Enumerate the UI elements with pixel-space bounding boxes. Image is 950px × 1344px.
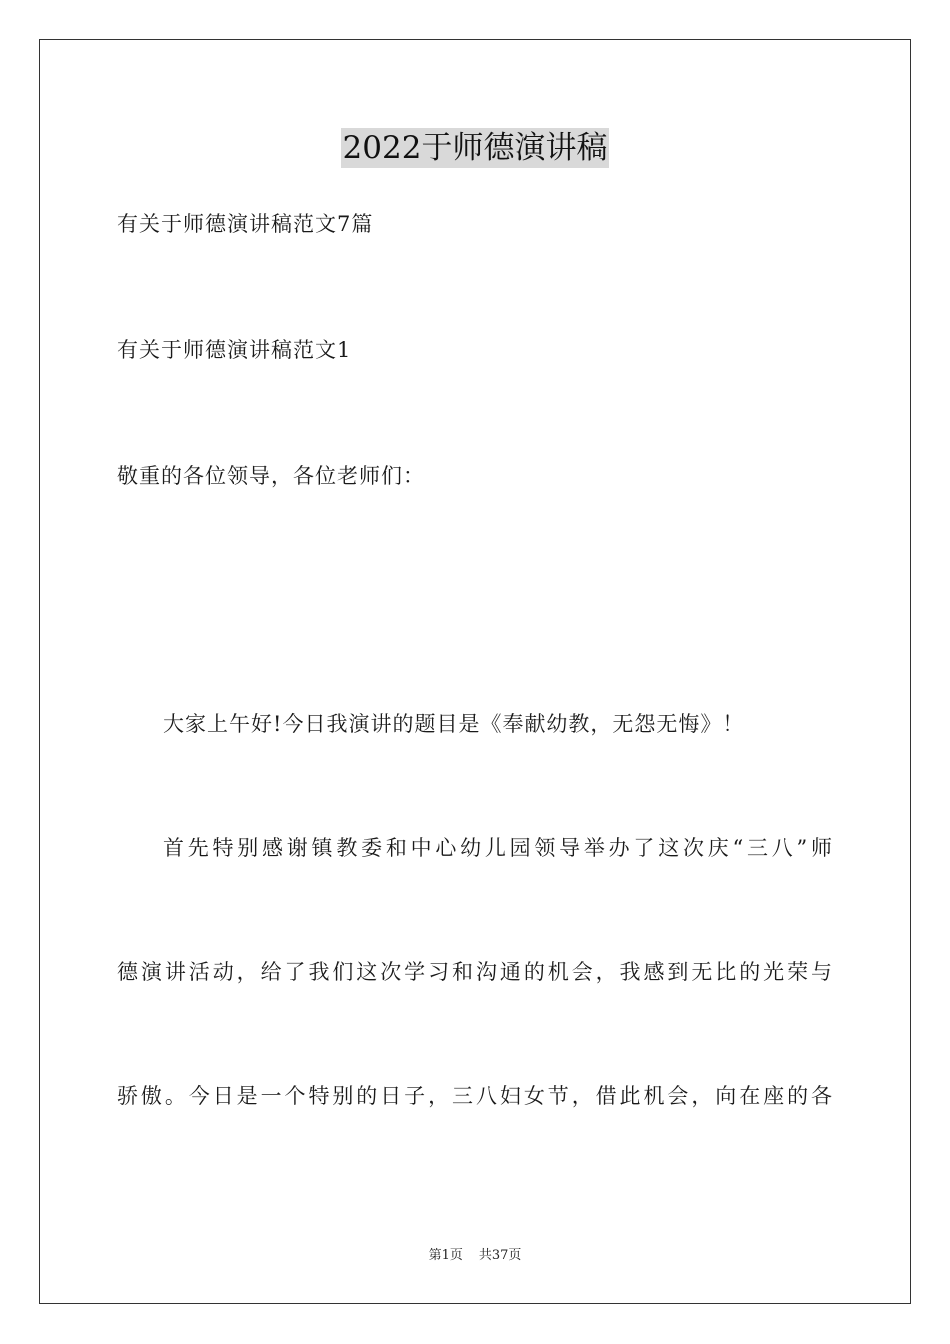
page-total: 共37页 (478, 1248, 522, 1263)
paragraph-line: 大家上午好!今日我演讲的题目是《奉献幼教，无怨无悔》！ (163, 712, 745, 736)
section-heading: 有关于师德演讲稿范文1 (117, 338, 352, 362)
title-container (0, 128, 950, 168)
subtitle-line: 有关于师德演讲稿范文7篇 (117, 212, 374, 236)
paragraph-line: 骄傲。今日是一个特别的日子，三八妇女节，借此机会，向在座的各 (117, 1084, 833, 1108)
paragraph-line: 德演讲活动，给了我们这次学习和沟通的机会，我感到无比的光荣与 (117, 960, 833, 984)
salutation-line: 敬重的各位领导，各位老师们： (117, 464, 425, 488)
document-title: 2022于师德演讲稿 (342, 130, 608, 166)
paragraph-line: 首先特别感谢镇教委和中心幼儿园领导举办了这次庆“三八”师 (163, 836, 833, 860)
page-number: 第1页 (428, 1248, 463, 1263)
page-footer (0, 1246, 950, 1266)
